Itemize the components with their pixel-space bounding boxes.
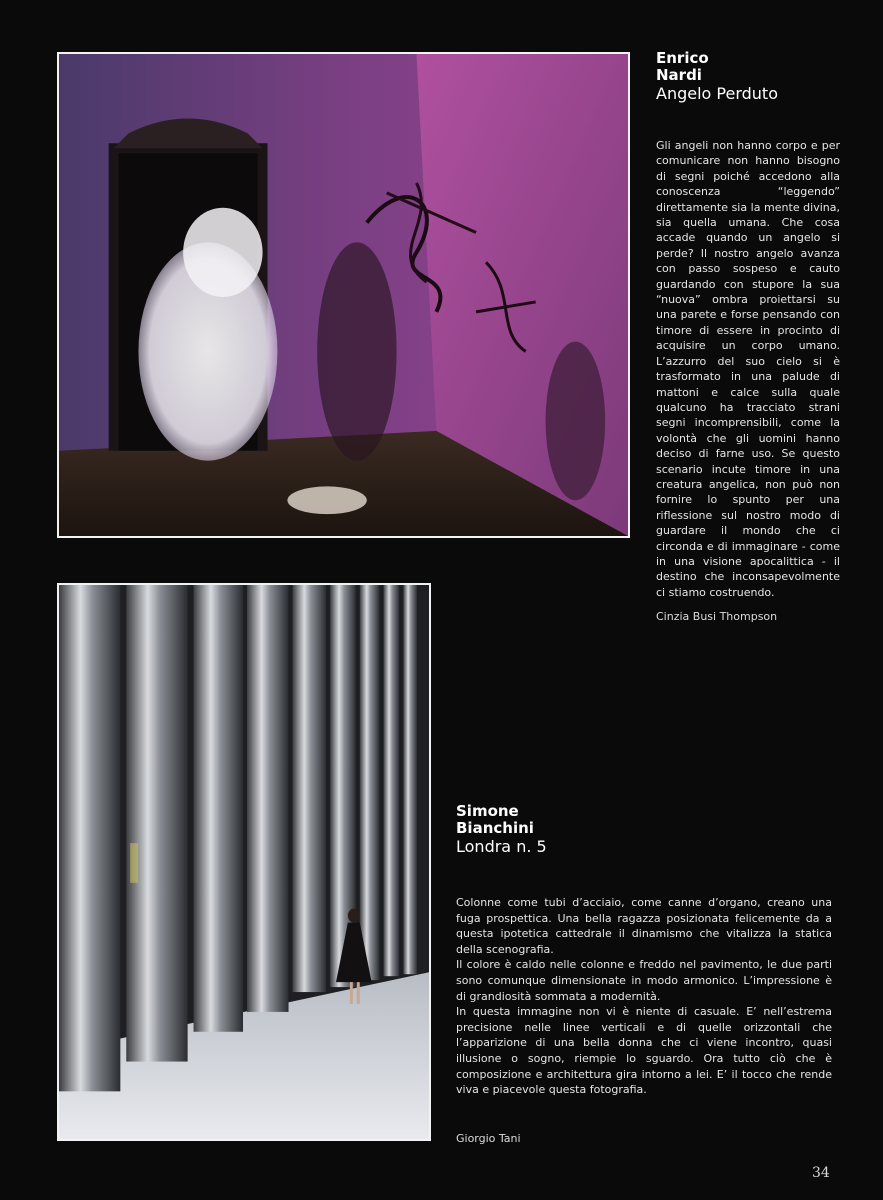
article1-last-name: Nardi <box>656 66 702 84</box>
page-number: 34 <box>812 1165 830 1181</box>
article1-title: Angelo Perduto <box>656 84 778 103</box>
article2-paragraph: In questa immagine non vi è niente di casuale. E’ nell’estrema precisione nelle linee verticali e di quelle orizzontali che l’apparizione di una bella donna che ci viene incontro, quasi illusione o sogno, riempie lo sguardo. Ora tutto ciò che è composizione e architettura gira intorno a lei. E’ il tocco che rende viva e piacevole questa fotografia. <box>456 1005 832 1097</box>
photo-angelo-perduto <box>57 52 630 538</box>
article2-author: Giorgio Tani <box>456 1132 521 1145</box>
article2-heading <box>456 803 547 855</box>
photo-londra-n5 <box>57 583 431 1141</box>
article2-body <box>456 895 832 1098</box>
article2-last-name: Bianchini <box>456 819 534 837</box>
article2-first-name: Simone <box>456 802 519 820</box>
article2-paragraph: Il colore è caldo nelle colonne e freddo nel pavimento, le due parti sono comunque dimensionate in modo armonico. L’impressione è di grandiosità sommata a modernità. <box>456 958 832 1003</box>
article1-first-name: Enrico <box>656 49 709 67</box>
article1-author: Cinzia Busi Thompson <box>656 610 778 623</box>
article1-heading <box>656 50 778 102</box>
article2-paragraph: Colonne come tubi d’acciaio, come canne d’organo, creano una fuga prospettica. Una bella ragazza posizionata felicemente da a questa ipotetica cattedrale il dinamismo che vitalizza la statica della scenografia. <box>456 896 832 956</box>
article2-title: Londra n. 5 <box>456 837 547 856</box>
article1-body: Gli angeli non hanno corpo e per comunicare non hanno bisogno di segni poiché accedono alla conoscenza “leggendo” direttamente sia la mente divina, sia quella umana. Che cosa accade quando un angelo si perde? Il nostro angelo avanza con passo sospeso e cauto guardando con stupore la sua “nuova” ombra proiettarsi su una parete e forse pensando con timore di essere in procinto di acquisire un corpo umano. L’azzurro del suo cielo si è trasformato in una palude di mattoni e calce sulla quale qualcuno ha tracciato strani segni incomprensibili, come la volontà che gli uomini hanno deciso di farne uso. Se questo scenario incute timore in una creatura angelica, non può non fornire lo spunto per una riflessione sul nostro modo di guardare il mondo che ci circonda e di immaginare - come in una visione apocalittica - il destino che inconsapevolmente ci stiamo costruendo. <box>656 139 840 599</box>
